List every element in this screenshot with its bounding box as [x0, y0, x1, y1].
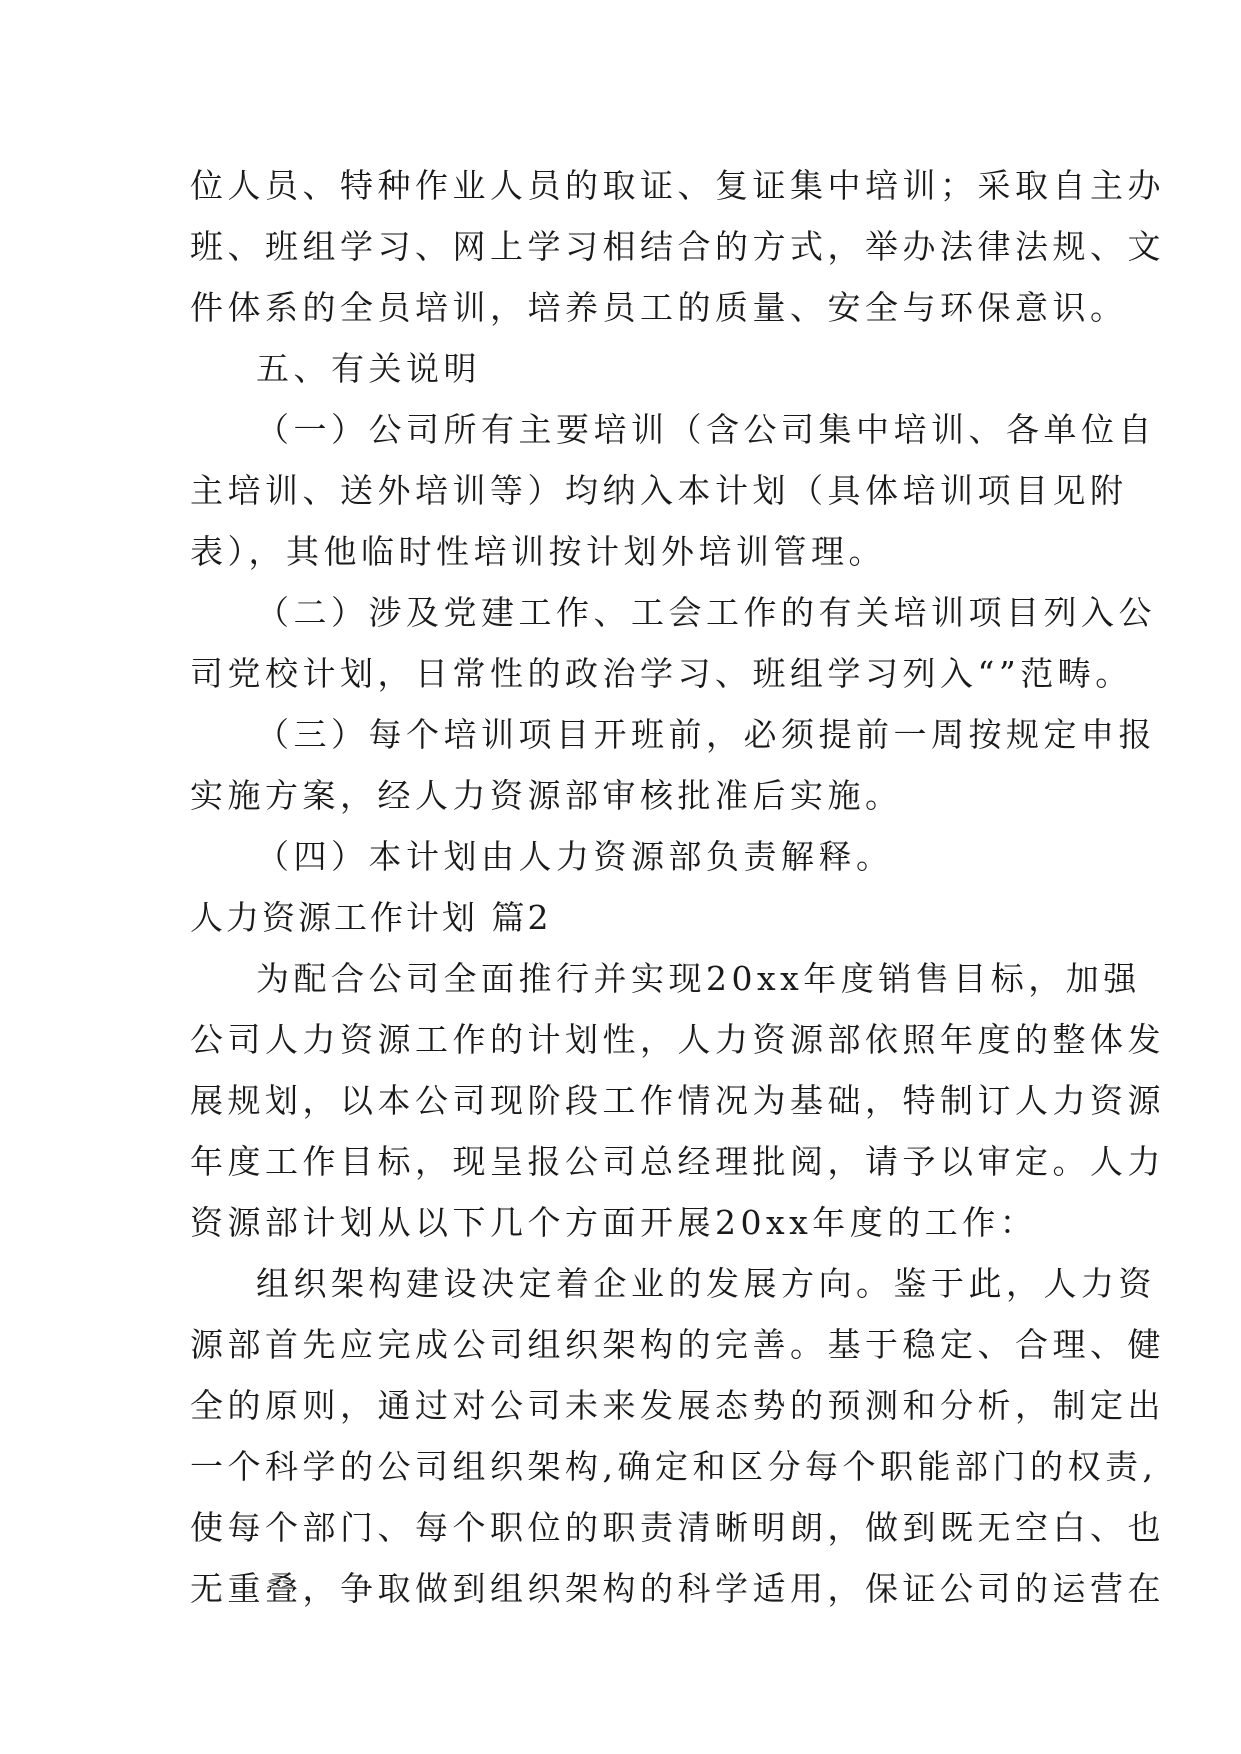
text-line: 实施方案，经人力资源部审核批准后实施。	[190, 776, 903, 815]
section-heading: 五、有关说明	[256, 349, 481, 388]
text-line: （二）涉及党建工作、工会工作的有关培训项目列入公	[256, 593, 1156, 632]
text-line: （一）公司所有主要培训（含公司集中培训、各单位自	[256, 410, 1156, 449]
text-line: 位人员、特种作业人员的取证、复证集中培训；采取自主办	[190, 166, 1165, 205]
text-line: 全的原则，通过对公司未来发展态势的预测和分析，制定出	[190, 1386, 1165, 1425]
text-line: 展规划，以本公司现阶段工作情况为基础，特制订人力资源	[190, 1081, 1165, 1120]
article-title: 人力资源工作计划 篇2	[190, 898, 552, 937]
text-line: 为配合公司全面推行并实现20xx年度销售目标，加强	[256, 959, 1141, 998]
text-line: （四）本计划由人力资源部负责解释。	[256, 837, 894, 876]
text-line: 班、班组学习、网上学习相结合的方式，举办法律法规、文	[190, 227, 1165, 266]
document-body	[190, 155, 1165, 1619]
text-line: 司党校计划，日常性的政治学习、班组学习列入“”范畴。	[190, 654, 1133, 693]
text-line: （三）每个培训项目开班前，必须提前一周按规定申报	[256, 715, 1156, 754]
text-line: 资源部计划从以下几个方面开展20xx年度的工作：	[190, 1203, 1038, 1242]
text-line: 表），其他临时性培训按计划外培训管理。	[190, 532, 886, 571]
text-line: 使每个部门、每个职位的职责清晰明朗，做到既无空白、也	[190, 1508, 1165, 1547]
text-line: 一个科学的公司组织架构,确定和区分每个职能部门的权责,	[190, 1447, 1158, 1486]
text-line: 件体系的全员培训，培养员工的质量、安全与环保意识。	[190, 288, 1128, 327]
text-line: 源部首先应完成公司组织架构的完善。基于稳定、合理、健	[190, 1325, 1165, 1364]
text-line: 无重叠，争取做到组织架构的科学适用，保证公司的运营在	[190, 1569, 1165, 1608]
text-line: 组织架构建设决定着企业的发展方向。鉴于此，人力资	[256, 1264, 1156, 1303]
text-line: 公司人力资源工作的计划性，人力资源部依照年度的整体发	[190, 1020, 1165, 1059]
text-line: 年度工作目标，现呈报公司总经理批阅，请予以审定。人力	[190, 1142, 1165, 1181]
text-line: 主培训、送外培训等）均纳入本计划（具体培训项目见附	[190, 471, 1128, 510]
